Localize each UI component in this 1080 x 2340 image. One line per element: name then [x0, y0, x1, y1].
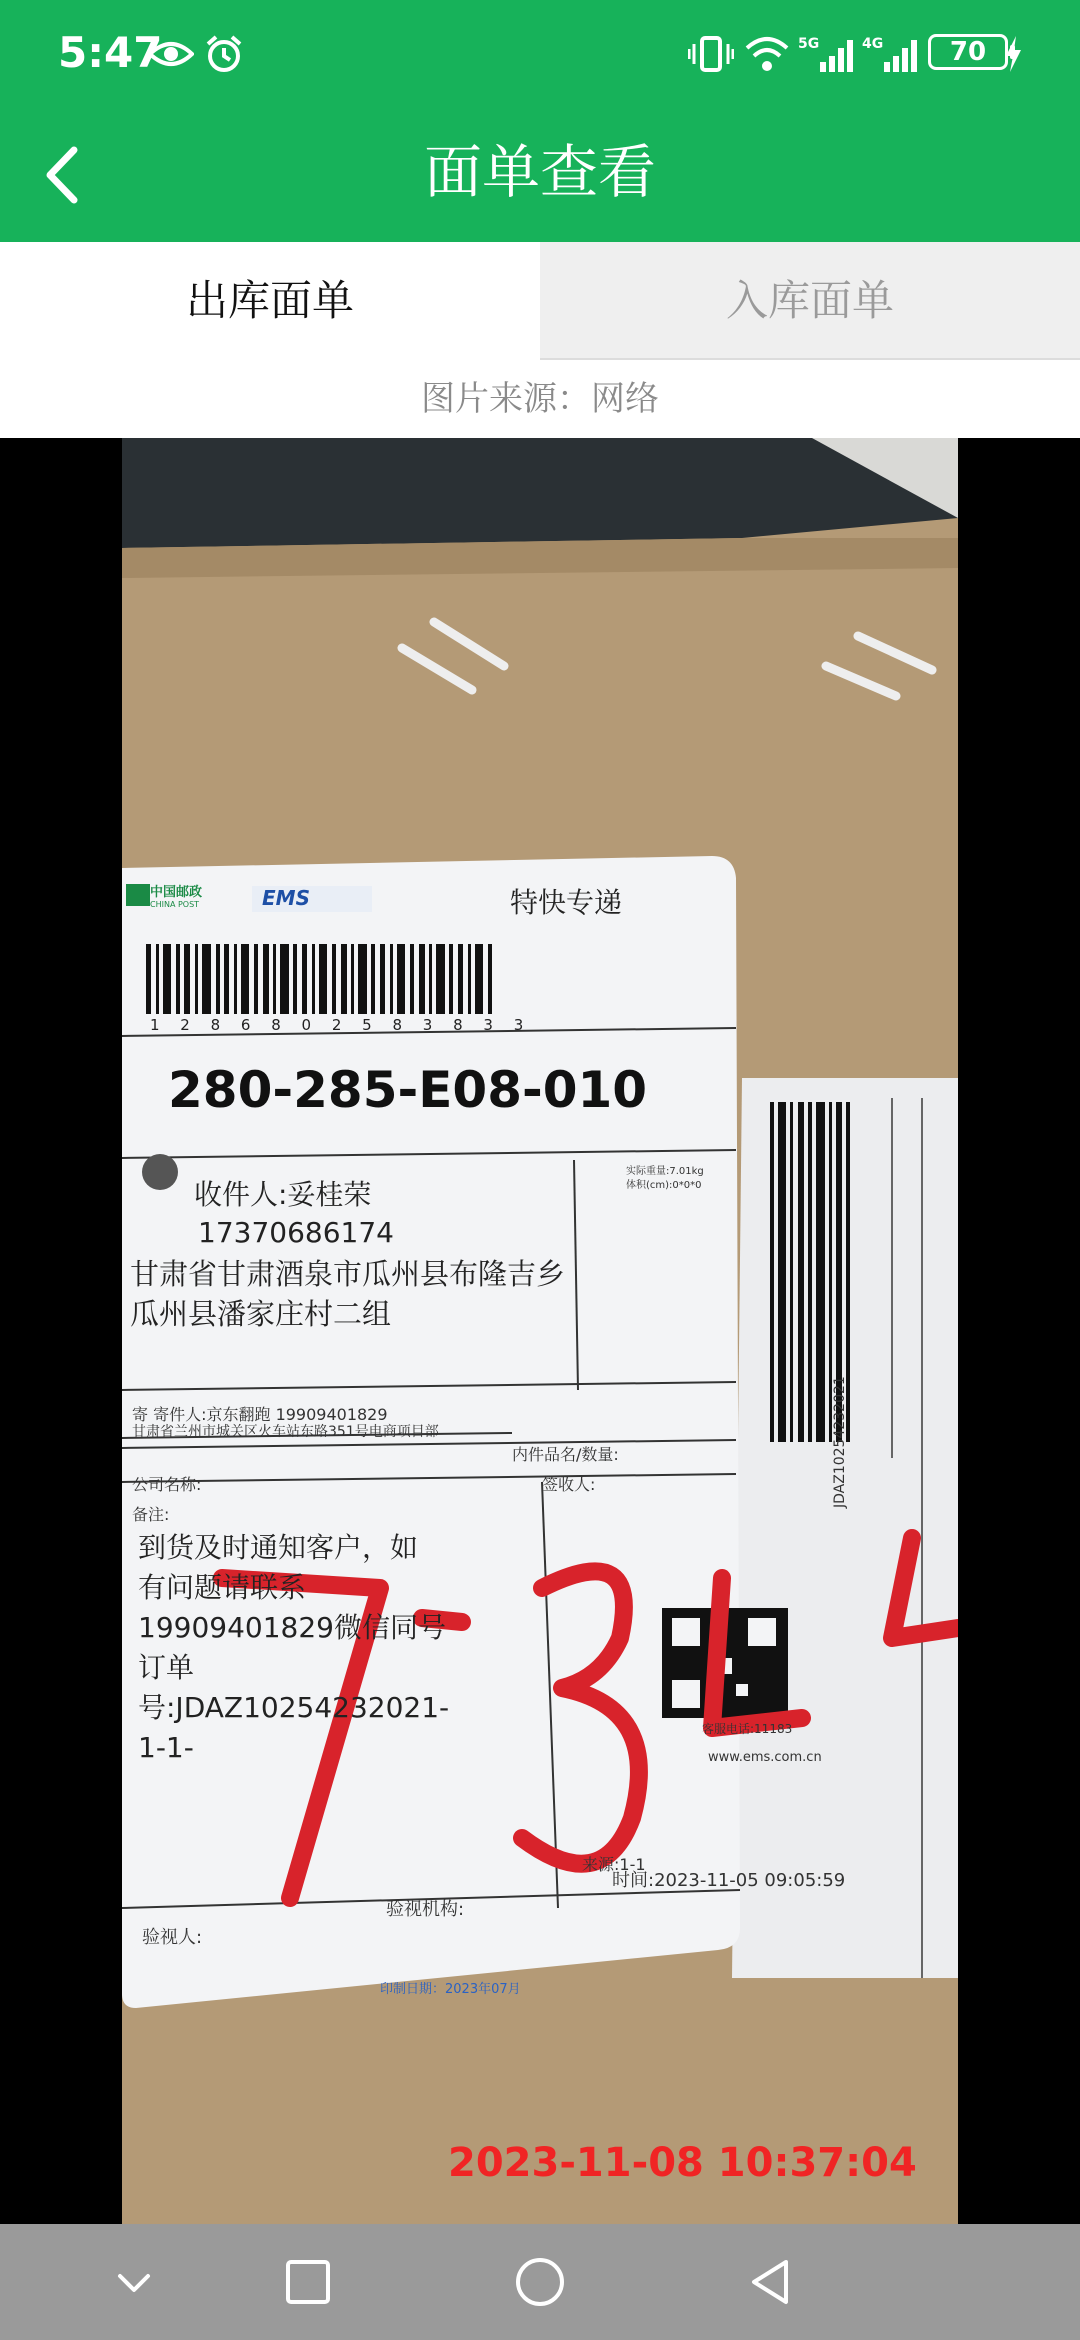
checker-label: 验视人: — [142, 1927, 203, 1948]
sign-label: 签收人: — [542, 1475, 596, 1494]
status-bar — [0, 0, 1080, 105]
remark-line-4: 订单 — [138, 1651, 195, 1684]
volume-line: 体积(cm):0*0*0 — [626, 1180, 702, 1191]
remark-line-2: 有问题请联系 — [138, 1571, 307, 1604]
tab-outbound-label[interactable]: 出库面单 — [0, 242, 540, 360]
address-line-1: 甘肃省甘肃酒泉市瓜州县布隆吉乡 — [130, 1257, 566, 1291]
barcode-digits: 1 2 8 6 8 0 2 5 8 3 8 3 3 — [150, 1016, 532, 1034]
weight-line: 实际重量:7.01kg — [626, 1166, 704, 1177]
website-text: www.ems.com.cn — [708, 1750, 822, 1765]
net2-text: 4G — [862, 36, 884, 52]
side-code: JDAZ10254232021 — [832, 1376, 848, 1508]
brand-sub: CHINA POST — [150, 900, 200, 909]
wifi-icon — [744, 34, 790, 74]
time-small: 时间:2023-11-05 09:05:59 — [612, 1870, 846, 1891]
chevron-down-icon[interactable] — [104, 2252, 164, 2312]
source-small: 来源:1-1 — [582, 1855, 646, 1874]
brand-name: 中国邮政 — [150, 885, 203, 900]
charging-icon — [1002, 34, 1024, 74]
tab-inbound-label[interactable]: 入库面单 — [540, 242, 1080, 360]
app-header — [0, 0, 1080, 242]
signal-4g-icon — [862, 34, 918, 74]
remark-line-1: 到货及时通知客户，如 — [138, 1531, 419, 1564]
hotline-text: 客服电话:11183 — [702, 1722, 793, 1736]
remark-line-3: 19909401829微信同号 — [138, 1611, 446, 1644]
system-nav-bar — [0, 2224, 1080, 2340]
recent-apps-icon[interactable] — [278, 2252, 338, 2312]
status-time: 5:47 — [58, 28, 163, 77]
brand-ems: EMS — [262, 886, 310, 910]
sender-line: 寄 寄件人:京东翻跑 19909401829 — [132, 1405, 388, 1424]
address-line-2: 瓜州县潘家庄村二组 — [130, 1297, 392, 1331]
remark-line-6: 1-1- — [138, 1731, 194, 1764]
eye-icon — [148, 34, 194, 74]
net1-text: 5G — [798, 36, 820, 52]
remark-line-5: 号:JDAZ10254232021- — [138, 1691, 450, 1724]
alarm-icon — [204, 34, 244, 74]
image-source-caption: 图片来源：网络 — [0, 360, 1080, 438]
back-icon[interactable] — [740, 2252, 800, 2312]
sort-code: 280-285-E08-010 — [168, 1061, 648, 1119]
photo-viewer — [0, 438, 1080, 2224]
battery-indicator: 70 — [928, 34, 1008, 70]
photo-timestamp: 2023-11-08 10:37:04 — [448, 2140, 917, 2186]
tab-bar — [0, 242, 1080, 360]
service-type: 特快专递 — [510, 886, 623, 919]
print-date: 印制日期：2023年07月 — [380, 1982, 521, 1997]
page-title: 面单查看 — [423, 138, 656, 206]
home-icon[interactable] — [510, 2252, 570, 2312]
check-org-label: 验视机构: — [386, 1899, 465, 1920]
vibrate-icon — [688, 34, 734, 74]
sender-address: 甘肃省兰州市城关区火车站东路351号电商项目部 — [132, 1424, 439, 1440]
company-label: 公司名称: — [132, 1475, 202, 1494]
remark-label: 备注: — [132, 1505, 170, 1524]
receiver-phone: 17370686174 — [198, 1216, 394, 1249]
waybill-photo[interactable] — [122, 438, 958, 2224]
items-label: 内件品名/数量: — [512, 1445, 619, 1464]
signal-5g-icon — [798, 34, 854, 74]
receiver-name: 收件人:妥桂荣 — [194, 1178, 372, 1211]
